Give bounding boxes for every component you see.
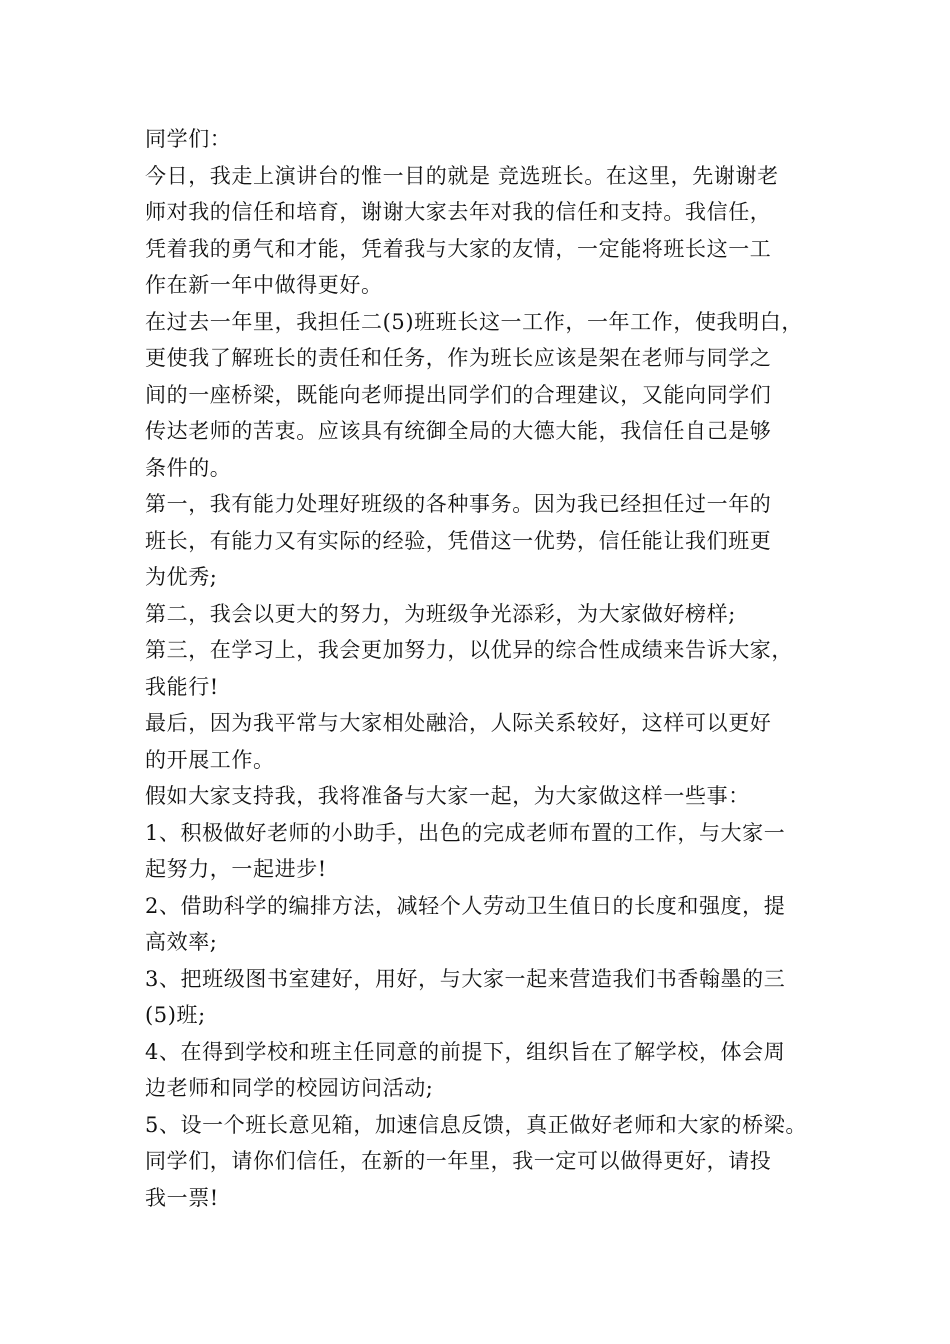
text-line: 第二，我会以更大的努力，为班级争光添彩，为大家做好榜样; [145,601,736,626]
text-line: 第三，在学习上，我会更加努力，以优异的综合性成绩来告诉大家， [145,638,793,662]
text-line: 高效率; [145,930,218,954]
text-line: 间的一座桥梁，既能向老师提出同学们的合理建议，又能向同学们 [145,382,772,407]
text-line: 班长，有能力又有实际的经验，凭借这一优势，信任能让我们班更 [145,528,772,553]
text-line: 同学们： [145,127,232,151]
text-line: 更使我了解班长的责任和任务，作为班长应该是架在老师与同学之 [145,346,772,370]
text-line: 我能行! [145,674,219,699]
text-line: 假如大家支持我，我将准备与大家一起，为大家做这样一些事： [145,784,750,808]
text-line: 凭着我的勇气和才能，凭着我与大家的友情，一定能将班长这一工 [145,236,772,261]
text-line: 我一票! [145,1185,219,1210]
text-line: 第一，我有能力处理好班级的各种事务。因为我已经担任过一年的 [145,492,772,516]
text-line: 条件的。 [145,455,232,480]
text-line: 为优秀; [145,565,218,589]
text-line: 的开展工作。 [145,747,275,772]
text-line: 起努力，一起进步! [145,857,327,881]
text-line: 在过去一年里，我担任二(5)班班长这一工作，一年工作，使我明白， [145,309,803,334]
text-line: 作在新一年中做得更好。 [145,273,383,297]
text-line: 同学们，请你们信任，在新的一年里，我一定可以做得更好，请投 [145,1149,772,1173]
text-line: 边老师和同学的校园访问活动; [145,1076,434,1100]
text-line: 传达老师的苦衷。应该具有统御全局的大德大能，我信任自己是够 [145,419,772,443]
text-line: 1、积极做好老师的小助手，出色的完成老师布置的工作，与大家一 [145,820,786,845]
text-line: 今日，我走上演讲台的惟一目的就是 竞选班长。在这里，先谢谢老 [145,163,779,188]
text-line: 2、借助科学的编排方法，减轻个人劳动卫生值日的长度和强度，提 [145,893,786,918]
speech-text [145,121,815,1216]
text-line: 4、在得到学校和班主任同意的前提下，组织旨在了解学校，体会周 [145,1039,786,1064]
text-line: 5、设一个班长意见箱，加速信息反馈，真正做好老师和大家的桥梁。 [145,1112,807,1137]
text-line: (5)班; [145,1003,206,1027]
text-line: 最后，因为我平常与大家相处融洽，人际关系较好，这样可以更好 [145,711,772,735]
text-line: 3、把班级图书室建好，用好，与大家一起来营造我们书香翰墨的三 [145,966,786,991]
text-line: 师对我的信任和培育，谢谢大家去年对我的信任和支持。我信任， [145,200,772,224]
